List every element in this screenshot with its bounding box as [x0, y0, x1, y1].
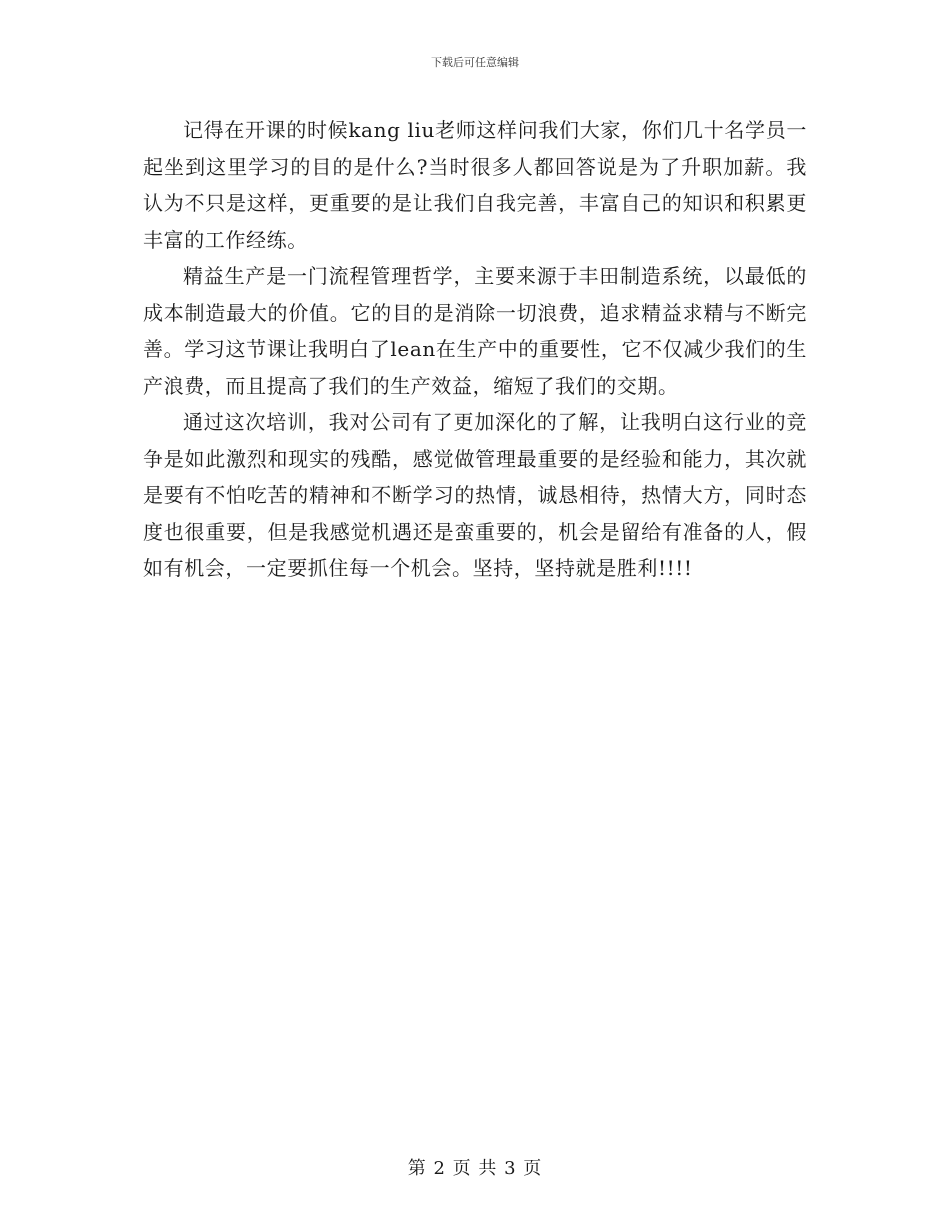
paragraph-3: 通过这次培训，我对公司有了更加深化的了解，让我明白这行业的竞争是如此激烈和现实的残酷，感觉做管理最重要的是经验和能力，其次就是要有不怕吃苦的精神和不断学习的热情，诚恳相待，热情大方，同时态度也很重要，但是我感觉机遇还是蛮重要的，机会是留给有准备的人，假如有机会，一定要抓住每一个机会。坚持，坚持就是胜利!!!!	[143, 410, 807, 580]
paragraph-1: 记得在开课的时候kang liu老师这样问我们大家，你们几十名学员一起坐到这里学习的目的是什么?当时很多人都回答说是为了升职加薪。我认为不只是这样，更重要的是让我们自我完善，丰富自己的知识和积累更丰富的工作经练。	[143, 118, 807, 252]
document-body	[143, 112, 807, 587]
page-number-footer: 第 2 页 共 3 页	[407, 1158, 543, 1179]
page-header-note: 下载后可任意编辑	[431, 56, 519, 69]
paragraph-2: 精益生产是一门流程管理哲学，主要来源于丰田制造系统，以最低的成本制造最大的价值。它的目的是消除一切浪费，追求精益求精与不断完善。学习这节课让我明白了lean在生产中的重要性，它不仅减少我们的生产浪费，而且提高了我们的生产效益，缩短了我们的交期。	[143, 264, 807, 398]
